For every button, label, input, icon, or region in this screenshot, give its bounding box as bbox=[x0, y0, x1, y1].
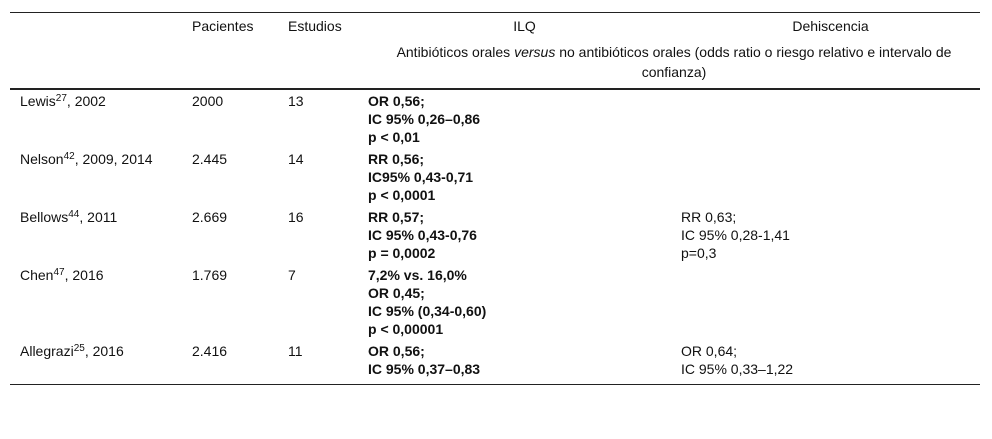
dehiscencia-line: OR 0,64; bbox=[681, 343, 738, 359]
cell-estudios: 14 bbox=[288, 151, 304, 167]
cell-ilq bbox=[368, 89, 681, 148]
dehiscencia-line: IC 95% 0,28-1,41 bbox=[681, 227, 790, 243]
cell-author bbox=[10, 148, 192, 206]
ilq-line: RR 0,57; bbox=[368, 209, 425, 225]
header-row bbox=[10, 13, 980, 43]
ilq-line: IC 95% 0,26–0,86 bbox=[368, 111, 481, 127]
cell-pacientes: 2.669 bbox=[192, 209, 228, 225]
reference-number: 42 bbox=[63, 151, 75, 162]
cell-estudios: 7 bbox=[288, 267, 296, 283]
reference-number: 44 bbox=[68, 209, 80, 220]
reference-number: 25 bbox=[73, 343, 85, 354]
subheader-row bbox=[10, 42, 980, 89]
cell-pacientes: 2000 bbox=[192, 93, 224, 109]
cell-author bbox=[10, 340, 192, 385]
author-name: Bellows bbox=[20, 209, 69, 225]
cell-ilq bbox=[368, 264, 681, 340]
cell-ilq bbox=[368, 206, 681, 264]
dehiscencia-line: IC 95% 0,33–1,22 bbox=[681, 361, 794, 377]
ilq-line: OR 0,45; bbox=[368, 285, 425, 301]
author-name: Chen bbox=[20, 267, 54, 283]
cell-estudios: 13 bbox=[288, 93, 304, 109]
results-table bbox=[10, 12, 980, 385]
header-pacientes: Pacientes bbox=[192, 13, 288, 43]
author-year: , 2011 bbox=[79, 209, 118, 225]
header-ilq: ILQ bbox=[368, 13, 681, 43]
subheader-emphasis: versus bbox=[514, 44, 556, 60]
ilq-line: OR 0,56; bbox=[368, 343, 425, 359]
author-year: , 2002 bbox=[66, 93, 106, 109]
table-header bbox=[10, 13, 980, 90]
cell-author bbox=[10, 206, 192, 264]
author-name: Allegrazi bbox=[20, 343, 74, 359]
ilq-line: 7,2% vs. 16,0% bbox=[368, 267, 467, 283]
ilq-line: RR 0,56; bbox=[368, 151, 425, 167]
author-name: Lewis bbox=[20, 93, 56, 109]
subheader-text: Antibióticos orales versus no antibióticos orales (odds ratio o riesgo relativo e intervalo de confianza) bbox=[368, 42, 980, 89]
cell-dehiscencia bbox=[681, 206, 980, 264]
ilq-line: p < 0,01 bbox=[368, 129, 420, 145]
table-row bbox=[10, 89, 980, 148]
author-year: , 2016 bbox=[64, 267, 104, 283]
cell-author bbox=[10, 89, 192, 148]
ilq-line: p < 0,0001 bbox=[368, 187, 436, 203]
table-row bbox=[10, 340, 980, 385]
header-dehiscencia: Dehiscencia bbox=[681, 13, 980, 43]
table-body bbox=[10, 89, 980, 385]
ilq-line: IC 95% 0,37–0,83 bbox=[368, 361, 481, 377]
dehiscencia-line: p=0,3 bbox=[681, 245, 717, 261]
cell-ilq bbox=[368, 340, 681, 385]
cell-pacientes: 2.445 bbox=[192, 151, 228, 167]
author-year: , 2009, 2014 bbox=[74, 151, 153, 167]
ilq-line: IC 95% 0,43-0,76 bbox=[368, 227, 477, 243]
header-estudios: Estudios bbox=[288, 13, 368, 43]
cell-estudios: 11 bbox=[288, 340, 368, 385]
cell-dehiscencia bbox=[681, 89, 980, 148]
cell-dehiscencia bbox=[681, 148, 980, 206]
cell-estudios: 16 bbox=[288, 209, 304, 225]
ilq-line: OR 0,56; bbox=[368, 93, 425, 109]
cell-dehiscencia bbox=[681, 264, 980, 340]
cell-pacientes: 1.769 bbox=[192, 267, 228, 283]
ilq-line: p < 0,00001 bbox=[368, 321, 444, 337]
dehiscencia-line: RR 0,63; bbox=[681, 209, 737, 225]
cell-author bbox=[10, 264, 192, 340]
cell-pacientes: 2.416 bbox=[192, 340, 288, 385]
reference-number: 27 bbox=[55, 93, 67, 104]
table-row bbox=[10, 264, 980, 340]
table-row bbox=[10, 148, 980, 206]
author-year: , 2016 bbox=[84, 343, 124, 359]
ilq-line: p = 0,0002 bbox=[368, 245, 436, 261]
ilq-line: IC95% 0,43-0,71 bbox=[368, 169, 474, 185]
header-blank bbox=[10, 13, 192, 43]
reference-number: 47 bbox=[53, 267, 65, 278]
cell-dehiscencia bbox=[681, 340, 980, 385]
table-row bbox=[10, 206, 980, 264]
cell-ilq bbox=[368, 148, 681, 206]
author-name: Nelson bbox=[20, 151, 64, 167]
ilq-line: IC 95% (0,34-0,60) bbox=[368, 303, 487, 319]
